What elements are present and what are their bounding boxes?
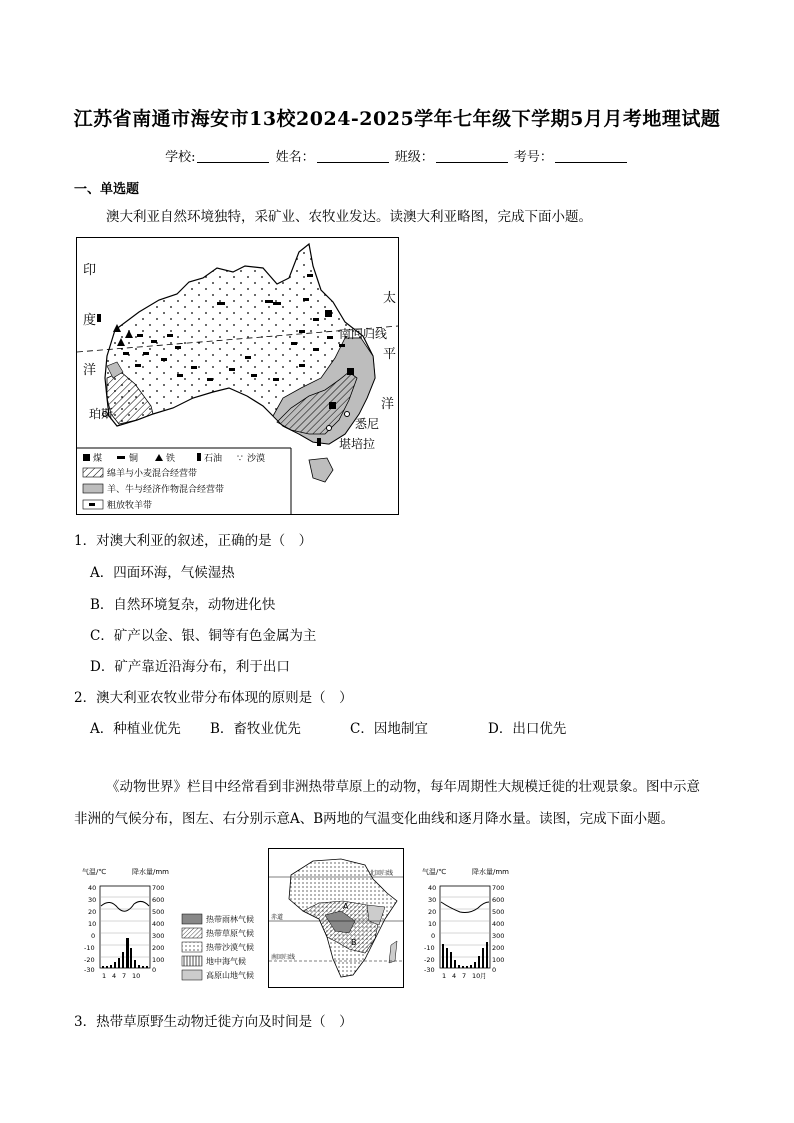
svg-text:40: 40 bbox=[88, 884, 97, 892]
q2-option-d[interactable]: D．出口优先 bbox=[488, 721, 567, 737]
temp-axis-label: 气温/℃ bbox=[82, 868, 107, 876]
number-label: 考号： bbox=[513, 150, 553, 165]
svg-text:20: 20 bbox=[88, 908, 97, 916]
australia-map-graphic bbox=[77, 238, 398, 514]
legend-zone2: 羊、牛与经济作物混合经营带 bbox=[107, 485, 225, 495]
svg-text:-10: -10 bbox=[424, 944, 435, 952]
label-tropic-n: 北回归线 bbox=[369, 870, 394, 877]
africa-map bbox=[268, 848, 404, 988]
precip-axis-label-b: 降水量/mm bbox=[472, 868, 509, 876]
question-2-stem: 2．澳大利亚农牧业带分布体现的原则是（ ） bbox=[74, 690, 353, 706]
svg-text:200: 200 bbox=[152, 944, 165, 952]
label-yang-e: 洋 bbox=[381, 397, 395, 412]
svg-text:-20: -20 bbox=[84, 956, 95, 964]
precip-axis-label: 降水量/mm bbox=[132, 868, 169, 876]
label-ping: 平 bbox=[383, 347, 397, 362]
svg-text:10: 10 bbox=[472, 972, 481, 980]
svg-text:7: 7 bbox=[122, 972, 127, 980]
svg-text:40: 40 bbox=[428, 884, 437, 892]
copper-symbol bbox=[265, 300, 273, 303]
legend-zone1: 绵羊与小麦混合经营带 bbox=[107, 469, 198, 479]
oil-symbol bbox=[97, 314, 101, 322]
q1-option-d[interactable]: D．矿产靠近沿海分布，利于出口 bbox=[90, 659, 290, 675]
svg-text:0: 0 bbox=[492, 966, 497, 974]
class-blank[interactable] bbox=[436, 150, 508, 163]
africa-climate-legend bbox=[180, 912, 270, 984]
name-label: 姓名： bbox=[275, 150, 315, 165]
oil-symbol bbox=[317, 438, 321, 446]
question-1-stem: 1．对澳大利亚的叙述，正确的是（ ） bbox=[74, 533, 313, 549]
svg-text:20: 20 bbox=[428, 908, 437, 916]
svg-text:0: 0 bbox=[91, 932, 96, 940]
coal-symbol bbox=[347, 368, 354, 375]
copper-symbol bbox=[217, 302, 225, 305]
svg-text:30: 30 bbox=[428, 896, 437, 904]
legend-coal: 煤 bbox=[93, 454, 103, 464]
temp-axis-label-b: 气温/℃ bbox=[422, 868, 447, 876]
coal-symbol bbox=[325, 310, 332, 317]
label-du: 度 bbox=[83, 313, 97, 328]
svg-text:-10: -10 bbox=[84, 944, 95, 952]
svg-text:600: 600 bbox=[152, 896, 165, 904]
legend-copper: 铜 bbox=[129, 454, 139, 464]
tasmania bbox=[309, 458, 333, 482]
svg-text:300: 300 bbox=[152, 932, 165, 940]
svg-text:30: 30 bbox=[88, 896, 97, 904]
legend-savanna: 热带草原气候 bbox=[206, 929, 254, 938]
label-b: B bbox=[351, 938, 357, 947]
label-sydney: 悉尼 bbox=[355, 417, 380, 431]
label-tropic-s: 南回归线 bbox=[271, 954, 296, 961]
q2-option-b[interactable]: B．畜牧业优先 bbox=[210, 721, 301, 737]
label-equator: 赤道 bbox=[271, 914, 284, 921]
legend-zone3: 粗放牧羊带 bbox=[107, 501, 153, 511]
intro-paragraph-2a: 《动物世界》栏目中经常看到非洲热带草原上的动物，每年周期性大规模迁徙的壮观景象。图中示意 bbox=[106, 779, 700, 795]
question-3-stem: 3．热带草原野生动物迁徙方向及时间是（ ） bbox=[74, 1014, 353, 1030]
q1-option-b[interactable]: B．自然环境复杂，动物进化快 bbox=[90, 597, 276, 613]
svg-text:100: 100 bbox=[152, 956, 165, 964]
label-a: A bbox=[343, 902, 349, 911]
svg-text:4: 4 bbox=[452, 972, 457, 980]
svg-text:700: 700 bbox=[152, 884, 165, 892]
label-perth: 珀斯 bbox=[89, 407, 114, 421]
section-heading: 一、单选题 bbox=[74, 182, 140, 197]
svg-text:500: 500 bbox=[492, 908, 505, 916]
label-yin: 印 bbox=[83, 263, 97, 278]
legend-highland: 高原山地气候 bbox=[206, 971, 254, 980]
number-blank[interactable] bbox=[555, 150, 627, 163]
climate-chart-a bbox=[80, 862, 180, 982]
canberra-dot bbox=[327, 426, 332, 431]
label-tai: 太 bbox=[383, 291, 397, 306]
q2-option-a[interactable]: A．种植业优先 bbox=[90, 721, 181, 737]
legend-rainforest: 热带雨林气候 bbox=[206, 915, 254, 924]
name-blank[interactable] bbox=[317, 150, 389, 163]
svg-text:600: 600 bbox=[492, 896, 505, 904]
q2-option-c[interactable]: C．因地制宜 bbox=[350, 721, 428, 737]
legend-desert-climate: 热带沙漠气候 bbox=[206, 943, 254, 952]
sydney-dot bbox=[345, 412, 350, 417]
svg-text:-30: -30 bbox=[84, 966, 95, 974]
svg-text:300: 300 bbox=[492, 932, 505, 940]
page-title: 江苏省南通市海安市13校2024-2025学年七年级下学期5月月考地理试题 bbox=[73, 108, 721, 130]
svg-text:400: 400 bbox=[152, 920, 165, 928]
svg-text:0: 0 bbox=[152, 966, 157, 974]
svg-text:10: 10 bbox=[428, 920, 437, 928]
svg-text:10: 10 bbox=[132, 972, 141, 980]
svg-text:0: 0 bbox=[431, 932, 436, 940]
svg-text:-30: -30 bbox=[424, 966, 435, 974]
school-label: 学校: bbox=[165, 150, 196, 165]
legend-desert-dots: ∵ bbox=[237, 454, 243, 464]
australia-map bbox=[76, 237, 399, 515]
label-tropic: 南回归线 bbox=[339, 327, 388, 341]
intro-paragraph-2b: 非洲的气候分布，图左、右分别示意A、B两地的气温变化曲线和逐月降水量。读图，完成下面小题。 bbox=[74, 811, 675, 827]
svg-text:1: 1 bbox=[102, 972, 107, 980]
student-info-fields bbox=[0, 146, 794, 165]
climate-chart-b bbox=[420, 862, 520, 982]
svg-text:月: 月 bbox=[480, 972, 487, 980]
class-label: 班级： bbox=[394, 150, 434, 165]
legend-mediterranean: 地中海气候 bbox=[206, 957, 246, 966]
legend-oil: 石油 bbox=[204, 454, 223, 464]
q1-option-c[interactable]: C．矿产以金、银、铜等有色金属为主 bbox=[90, 628, 317, 644]
svg-text:4: 4 bbox=[112, 972, 117, 980]
label-canberra: 堪培拉 bbox=[339, 437, 376, 451]
label-yang-w: 洋 bbox=[83, 363, 97, 378]
copper-symbol bbox=[273, 302, 281, 305]
legend-desert: 沙漠 bbox=[247, 454, 266, 464]
intro-paragraph-1: 澳大利亚自然环境独特，采矿业、农牧业发达。读澳大利亚略图，完成下面小题。 bbox=[106, 209, 592, 225]
svg-text:10: 10 bbox=[88, 920, 97, 928]
svg-text:200: 200 bbox=[492, 944, 505, 952]
svg-text:-20: -20 bbox=[424, 956, 435, 964]
svg-text:400: 400 bbox=[492, 920, 505, 928]
svg-text:500: 500 bbox=[152, 908, 165, 916]
svg-text:1: 1 bbox=[442, 972, 447, 980]
svg-text:100: 100 bbox=[492, 956, 505, 964]
school-blank[interactable] bbox=[197, 150, 269, 163]
legend-iron: 铁 bbox=[166, 454, 176, 464]
q1-option-a[interactable]: A．四面环海，气候湿热 bbox=[90, 565, 235, 581]
svg-text:700: 700 bbox=[492, 884, 505, 892]
svg-text:7: 7 bbox=[462, 972, 467, 980]
coal-symbol bbox=[329, 402, 336, 409]
